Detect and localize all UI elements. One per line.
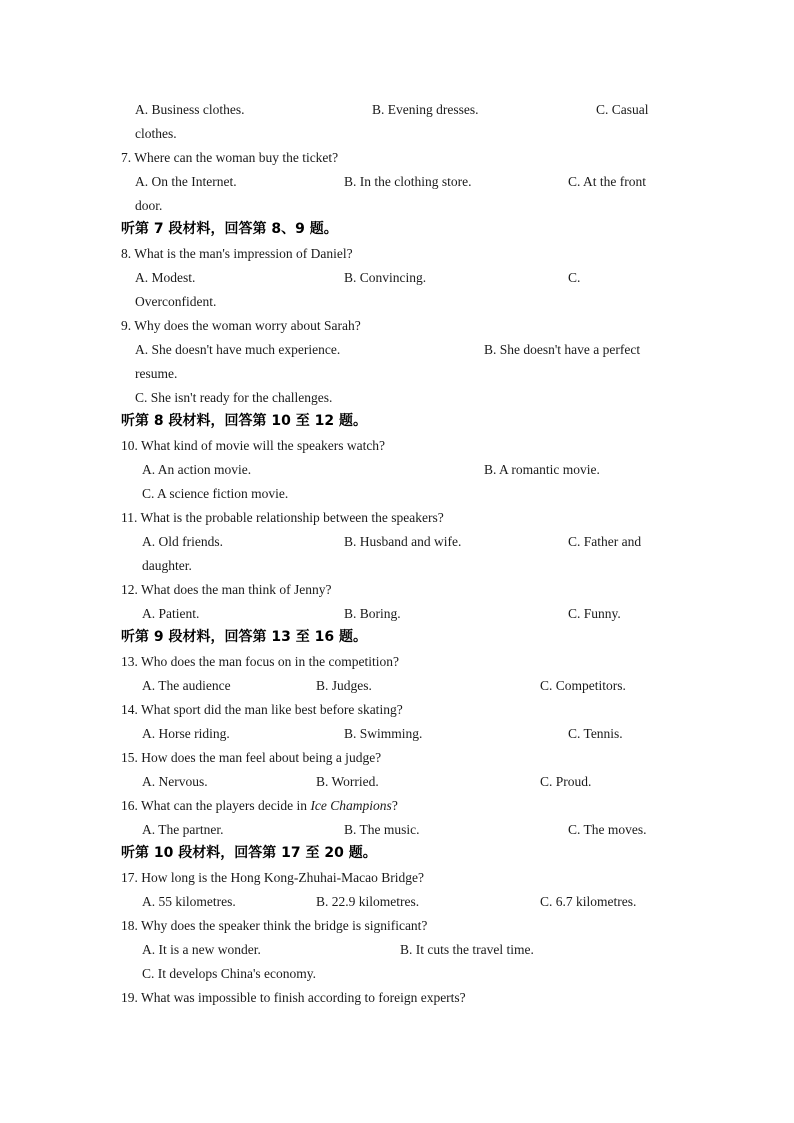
q15-option-a: A. Nervous. — [142, 774, 208, 789]
q16-show-title: Ice Champions — [310, 798, 392, 813]
q9-option-c: C. She isn't ready for the challenges. — [135, 390, 333, 405]
q6-option-b: B. Evening dresses. — [372, 102, 479, 117]
q17-stem: 17. How long is the Hong Kong-Zhuhai-Macao Bridge? — [121, 870, 424, 885]
q16-option-a: A. The partner. — [142, 822, 224, 837]
q8-option-c-continued: Overconfident. — [135, 294, 217, 309]
q16-option-b: B. The music. — [344, 822, 420, 837]
q11-option-b: B. Husband and wife. — [344, 534, 462, 549]
q14-option-c: C. Tennis. — [568, 726, 623, 741]
q14-stem: 14. What sport did the man like best before skating? — [121, 702, 403, 717]
q10-stem: 10. What kind of movie will the speakers watch? — [121, 438, 386, 453]
q17-option-c: C. 6.7 kilometres. — [540, 894, 637, 909]
q7-stem: 7. Where can the woman buy the ticket? — [121, 150, 339, 165]
q18-option-c: C. It develops China's economy. — [142, 966, 317, 981]
section-header-9: 听第 9 段材料，回答第 13 至 16 题。 — [121, 629, 367, 645]
q14-option-a: A. Horse riding. — [142, 726, 230, 741]
q11-option-a: A. Old friends. — [142, 534, 223, 549]
q17-option-b: B. 22.9 kilometres. — [316, 894, 420, 909]
q12-option-a: A. Patient. — [142, 606, 200, 621]
q12-option-b: B. Boring. — [344, 606, 401, 621]
q7-option-b: B. In the clothing store. — [344, 174, 472, 189]
q18-stem: 18. Why does the speaker think the bridge is significant? — [121, 918, 428, 933]
q7-option-c-continued: door. — [135, 198, 163, 213]
q14-option-b: B. Swimming. — [344, 726, 423, 741]
q8-option-a: A. Modest. — [135, 270, 196, 285]
section-header-10: 听第 10 段材料，回答第 17 至 20 题。 — [121, 845, 377, 861]
q7-option-c: C. At the front — [568, 174, 646, 189]
q11-option-c: C. Father and — [568, 534, 642, 549]
q11-stem: 11. What is the probable relationship between the speakers? — [121, 510, 444, 525]
q12-stem: 12. What does the man think of Jenny? — [121, 582, 332, 597]
q13-option-a: A. The audience — [142, 678, 231, 693]
q6-option-a: A. Business clothes. — [135, 102, 245, 117]
q10-option-b: B. A romantic movie. — [484, 462, 600, 477]
q9-stem: 9. Why does the woman worry about Sarah? — [121, 318, 361, 333]
q15-option-b: B. Worried. — [316, 774, 379, 789]
q15-stem: 15. How does the man feel about being a judge? — [121, 750, 382, 765]
q8-option-c: C. — [568, 270, 581, 285]
q16-option-c: C. The moves. — [568, 822, 647, 837]
q8-stem: 8. What is the man's impression of Daniel? — [121, 246, 353, 261]
q10-option-c: C. A science fiction movie. — [142, 486, 289, 501]
q18-option-a: A. It is a new wonder. — [142, 942, 261, 957]
q13-option-c: C. Competitors. — [540, 678, 626, 693]
q19-stem: 19. What was impossible to finish according to foreign experts? — [121, 990, 466, 1005]
q9-option-a: A. She doesn't have much experience. — [135, 342, 341, 357]
q16-stem: 16. What can the players decide in Ice Champions? — [121, 798, 398, 813]
q9-option-b-continued: resume. — [135, 366, 178, 381]
q6-option-c-continued: clothes. — [135, 126, 177, 141]
q18-option-b: B. It cuts the travel time. — [400, 942, 534, 957]
q13-stem: 13. Who does the man focus on in the competition? — [121, 654, 399, 669]
q17-option-a: A. 55 kilometres. — [142, 894, 236, 909]
section-header-8: 听第 8 段材料，回答第 10 至 12 题。 — [121, 413, 367, 429]
q15-option-c: C. Proud. — [540, 774, 592, 789]
q12-option-c: C. Funny. — [568, 606, 621, 621]
q11-option-c-continued: daughter. — [142, 558, 192, 573]
q13-option-b: B. Judges. — [316, 678, 372, 693]
q9-option-b: B. She doesn't have a perfect — [484, 342, 641, 357]
q7-option-a: A. On the Internet. — [135, 174, 237, 189]
q10-option-a: A. An action movie. — [142, 462, 252, 477]
q8-option-b: B. Convincing. — [344, 270, 427, 285]
section-header-7: 听第 7 段材料，回答第 8、9 题。 — [121, 221, 338, 237]
q6-option-c: C. Casual — [596, 102, 649, 117]
